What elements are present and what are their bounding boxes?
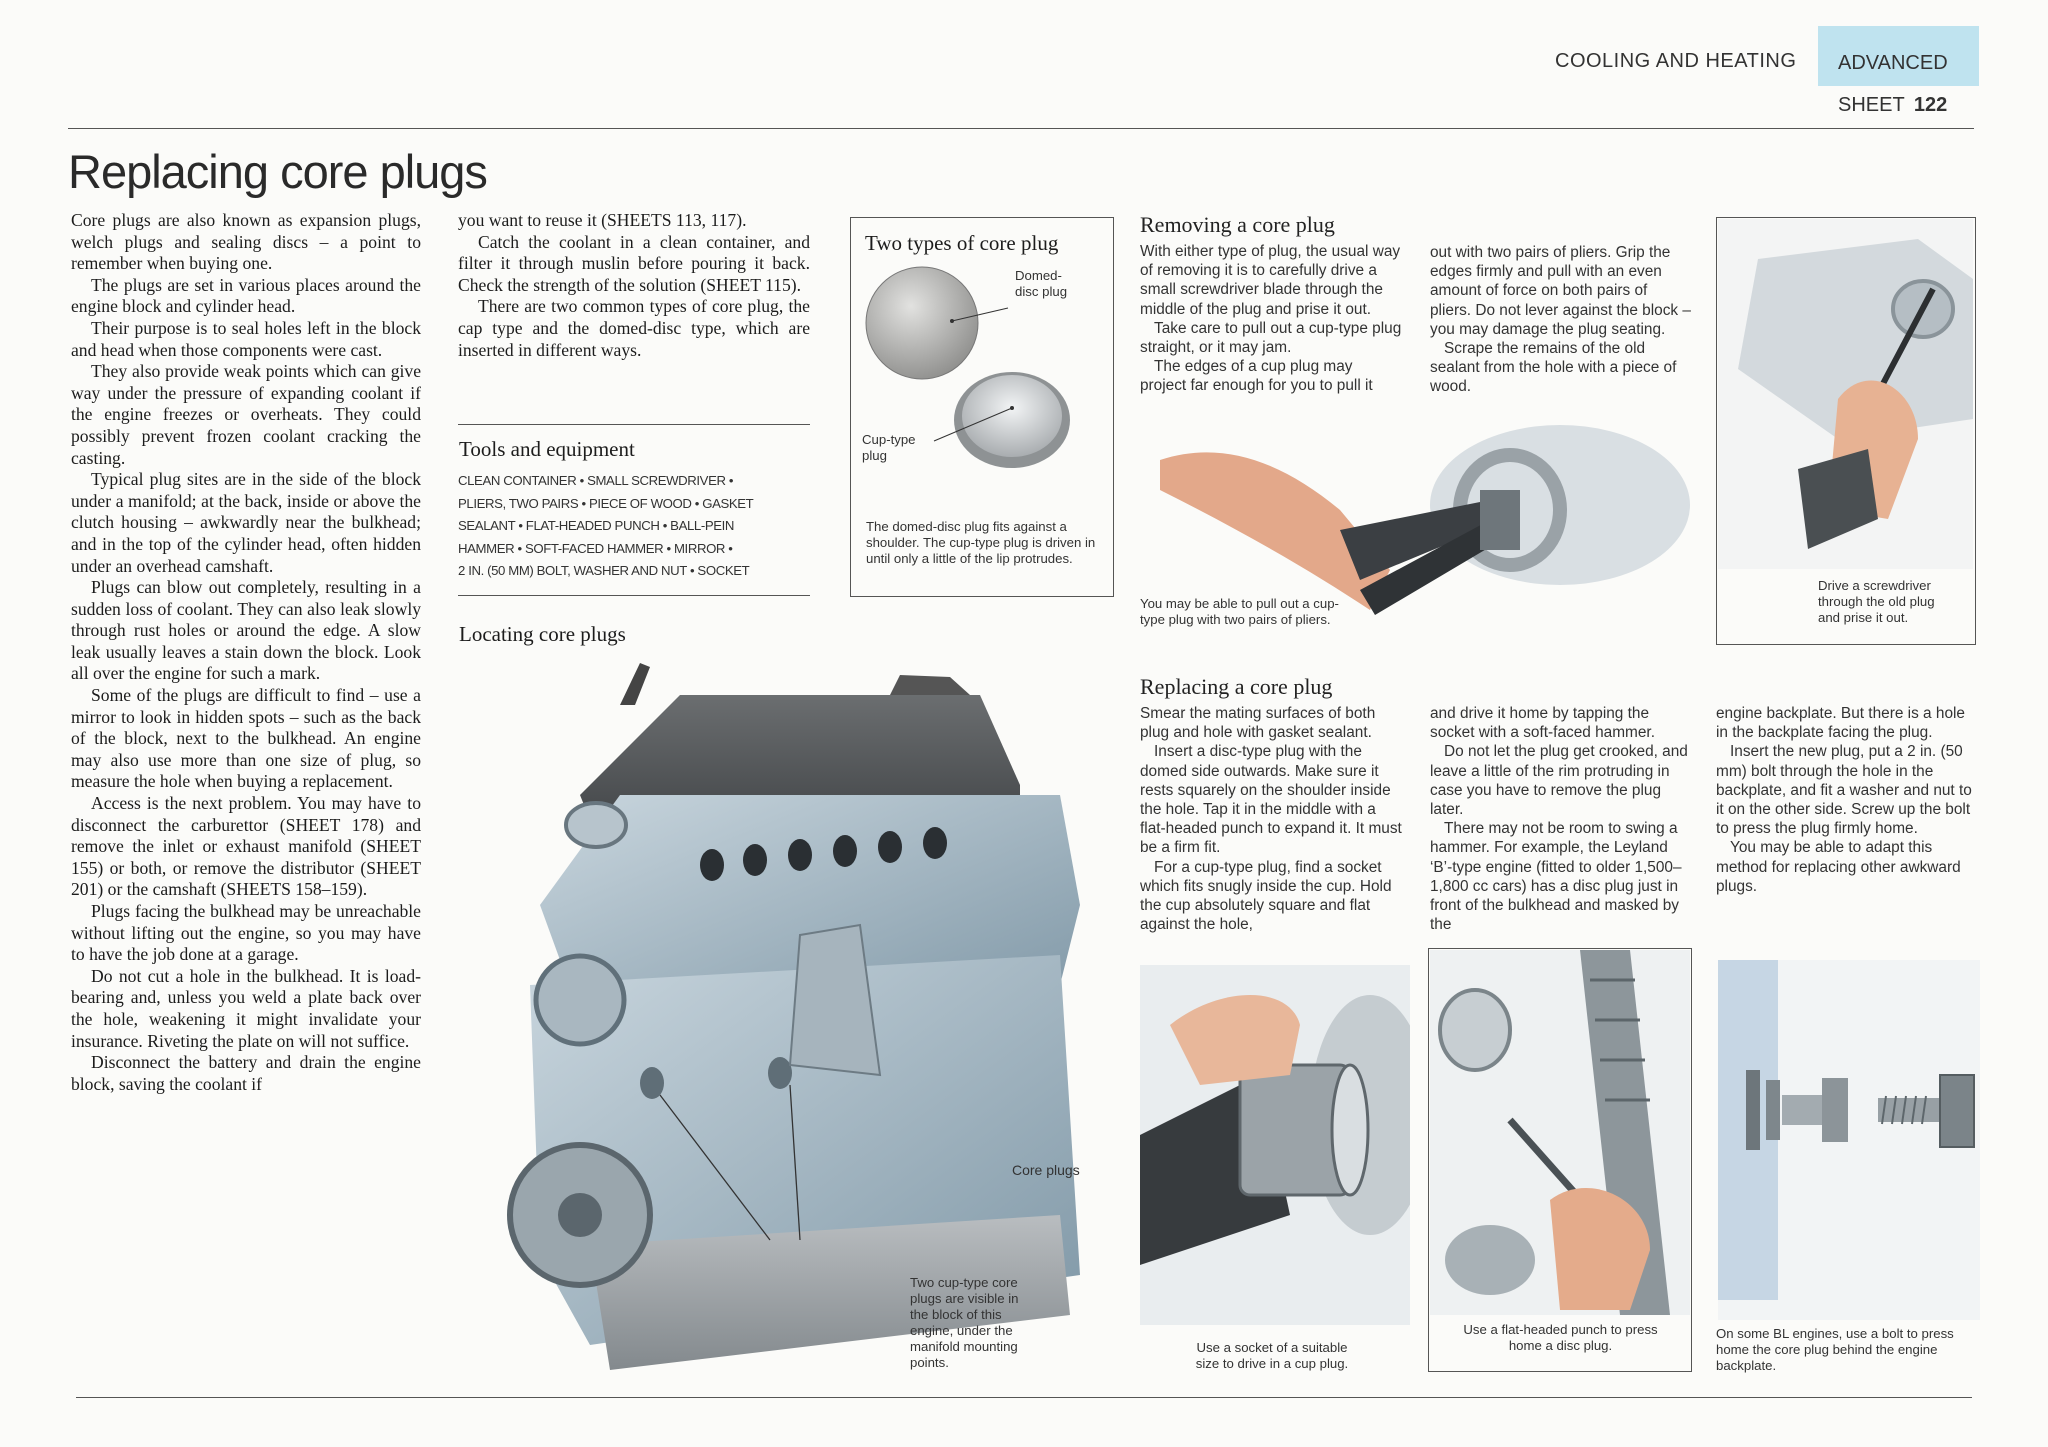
sheet-number: 122 xyxy=(1913,94,1948,116)
replacing-column-2 xyxy=(1430,704,1692,934)
removing-heading: Removing a core plug xyxy=(1140,212,1335,237)
bolt-illustration xyxy=(1718,960,1980,1320)
screwdriver-illustration xyxy=(1718,219,1973,569)
paragraph: Disconnect the battery and drain the engine block, saving the coolant if xyxy=(71,1052,421,1094)
engine-illustration xyxy=(500,655,1100,1375)
tools-line: CLEAN CONTAINER • SMALL SCREWDRIVER • xyxy=(458,473,734,488)
sheet-indicator xyxy=(1838,94,1947,117)
paragraph: There may not be room to swing a hammer. For example, the Leyland ‘B’-type engine (fitted to older 1,500–1,800 cc cars) has a disc plug just in front of the bulkhead and masked by the xyxy=(1430,820,1682,934)
paragraph: engine backplate. But there is a hole in the backplate facing the plug. xyxy=(1716,705,1965,742)
sheet-label: SHEET xyxy=(1838,94,1905,116)
paragraph: Do not cut a hole in the bulkhead. It is load-bearing and, unless you weld a plate back over the hole, weakening it might invalidate your insurance. Riveting the plate on will not suffice. xyxy=(71,965,421,1051)
paragraph: Typical plug sites are in the side of the block under a manifold; at the back, inside or above the clutch housing – awkwardly near the bulkhead; and in the top of the cylinder head, often hidden under an overhead camshaft. xyxy=(71,469,421,576)
tools-top-rule xyxy=(458,424,810,425)
bolt-caption: On some BL engines, use a bolt to press home the core plug behind the engine backplate. xyxy=(1716,1326,1954,1373)
replacing-column-3 xyxy=(1716,704,1978,896)
paragraph: Do not let the plug get crooked, and leave a little of the rim protruding in case you have to remove the plug later. xyxy=(1430,743,1688,819)
paragraph: The plugs are set in various places around the engine block and cylinder head. xyxy=(71,274,421,317)
paragraph: and drive it home by tapping the socket with a soft-faced hammer. xyxy=(1430,705,1655,742)
paragraph: Scrape the remains of the old sealant from the hole with a piece of wood. xyxy=(1430,340,1677,396)
paragraph: Plugs facing the bulkhead may be unreachable without lifting out the engine, so you may have to have the job done at a garage. xyxy=(71,901,421,965)
body-column-1 xyxy=(71,210,421,1095)
replacing-column-1 xyxy=(1140,704,1402,934)
difficulty-badge xyxy=(1818,26,1979,86)
paragraph: Take care to pull out a cup-type plug straight, or it may jam. xyxy=(1140,319,1402,357)
tools-bottom-rule xyxy=(458,595,810,596)
pliers-caption: You may be able to pull out a cup-type plug with two pairs of pliers. xyxy=(1140,596,1339,627)
tools-line: 2 IN. (50 MM) BOLT, WASHER AND NUT • SOCKET xyxy=(458,563,750,578)
paragraph: They also provide weak points which can give way under the pressure of expanding coolant if the engine freezes or overheats. They could possibly prevent frozen coolant cracking the casting. xyxy=(71,361,421,468)
two-types-caption: The domed-disc plug fits against a shoulder. The cup-type plug is driven in until only a little of the lip protrudes. xyxy=(866,519,1096,566)
body-column-2 xyxy=(458,210,810,361)
page-title: Replacing core plugs xyxy=(68,145,487,198)
tools-list xyxy=(458,470,818,583)
replacing-heading: Replacing a core plug xyxy=(1140,674,1333,699)
paragraph: Plugs can blow out completely, resulting in a sudden loss of coolant. They can also leak slowly through rust holes or around the edge. A slow leak usually leaves a stain down the block. Look all over the engine for such a mark. xyxy=(71,577,421,684)
paragraph: Smear the mating surfaces of both plug and hole with gasket sealant. xyxy=(1140,705,1376,742)
paragraph: You may be able to adapt this method for replacing other awkward plugs. xyxy=(1716,839,1961,895)
difficulty-label: ADVANCED xyxy=(1838,52,1948,74)
paragraph: Insert the new plug, put a 2 in. (50 mm) bolt through the hole in the backplate, and fit a washer and nut to it on the other side. Screw up the bolt to press the plug firmly home. xyxy=(1716,743,1972,838)
two-types-heading: Two types of core plug xyxy=(865,231,1059,255)
tools-heading: Tools and equipment xyxy=(459,437,635,461)
paragraph: There are two common types of core plug, the cap type and the domed-disc type, which are inserted in different ways. xyxy=(458,296,810,360)
paragraph: Some of the plugs are difficult to find – use a mirror to look in hidden spots – such as the back of the block, next to the bulkhead. An engine may also use more than one size of plug, so measure the hole when buying a replacement. xyxy=(71,685,421,792)
header-rule xyxy=(68,128,1974,129)
paragraph: The edges of a cup plug may project far enough for you to pull it xyxy=(1140,358,1373,395)
screwdriver-caption: Drive a screwdriver through the old plug and prise it out. xyxy=(1818,578,1935,625)
paragraph: With either type of plug, the usual way of removing it is to carefully drive a small screwdriver blade through the middle of the plug and prise it out. xyxy=(1140,243,1401,318)
paragraph: Core plugs are also known as expansion plugs, welch plugs and sealing discs – a point to remember when buying one. xyxy=(71,210,421,274)
tools-line: PLIERS, TWO PAIRS • PIECE OF WOOD • GASKET xyxy=(458,495,754,511)
paragraph: Insert a disc-type plug with the domed side outwards. Make sure it rests squarely on the shoulder inside the hole. Tap it in the middle with a flat-headed punch to expand it. It must be a firm fit. xyxy=(1140,743,1402,857)
removing-column-1 xyxy=(1140,242,1402,396)
footer-rule xyxy=(76,1397,1972,1398)
paragraph: out with two pairs of pliers. Grip the edges firmly and pull with an even amount of force on both pairs of pliers. Do not lever against the block – you may damage the plug seating. xyxy=(1430,244,1691,338)
paragraph: Their purpose is to seal holes left in the block and head when those components were cast. xyxy=(71,317,421,360)
core-plugs-label: Core plugs xyxy=(1012,1162,1080,1178)
paragraph: Catch the coolant in a clean container, and filter it through muslin before pouring it back. Check the strength of the solution (SHEET 115). xyxy=(458,231,810,295)
paragraph: Access is the next problem. You may have to disconnect the carburettor (SHEET 178) and remove the inlet or exhaust manifold (SHEET 155) or both, or remove the distributor (SHEET 201) or the camshaft (SHEETS 158–159). xyxy=(71,793,421,900)
cup-type-label: Cup-type plug xyxy=(862,432,916,463)
punch-caption: Use a flat-headed punch to press home a disc plug. xyxy=(1463,1322,1658,1353)
socket-caption: Use a socket of a suitable size to drive in a cup plug. xyxy=(1195,1340,1349,1371)
paragraph: you want to reuse it (SHEETS 113, 117). xyxy=(458,210,747,230)
punch-illustration xyxy=(1430,950,1690,1315)
tools-line: HAMMER • SOFT-FACED HAMMER • MIRROR • xyxy=(458,540,733,556)
tools-line: SEALANT • FLAT-HEADED PUNCH • BALL-PEIN xyxy=(458,518,735,533)
paragraph: For a cup-type plug, find a socket which fits snugly inside the cup. Hold the cup absolutely square and flat against the hole, xyxy=(1140,858,1392,934)
engine-caption: Two cup-type core plugs are visible in the block of this engine, under the manifold mounting points. xyxy=(910,1275,1019,1370)
section-title: COOLING AND HEATING xyxy=(1555,50,1797,72)
domed-disc-label: Domed-disc plug xyxy=(1015,268,1068,299)
removing-column-2 xyxy=(1430,243,1692,397)
socket-illustration xyxy=(1140,965,1410,1335)
locating-heading: Locating core plugs xyxy=(459,622,626,646)
